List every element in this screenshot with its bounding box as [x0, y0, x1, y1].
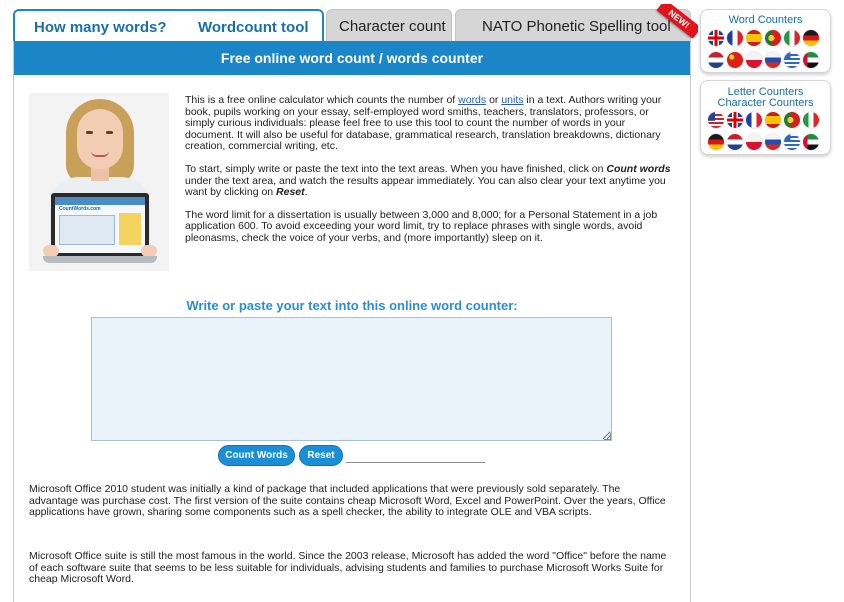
intro-p1-text-b: in a text. Authors writing your book, pupils working on your essay, self-employed word smiths, teachers, translators, professors, or simply curious individuals: please feel free to use this tool to count the number of words in your document. It will also be useful for database, grammatical research, translation breakdowns, dictionary creation, commercial writing, etc.	[185, 94, 662, 153]
word-count-textarea[interactable]	[91, 317, 612, 441]
tab-character-count-label: Character count	[339, 18, 446, 35]
uk-flag-icon[interactable]	[708, 30, 724, 46]
laptop-base	[43, 256, 157, 263]
portrait-eye-right	[106, 131, 113, 134]
russia-flag-icon[interactable]	[765, 134, 781, 150]
letter-counters-flags	[708, 112, 819, 150]
intro-p2-text-b: under the text area, and watch the results appear immediately. You can also clear your text anytime you want by clicking on	[185, 174, 666, 199]
netherlands-flag-icon[interactable]	[708, 52, 724, 68]
germany-flag-icon[interactable]	[708, 134, 724, 150]
body-paragraph-1: Microsoft Office 2010 student was initially a kind of package that included applications that were previously sold separately. The advantage was purchase cost. The first version of the suite contains cheap Microsoft Word, Excel and PowerPoint. Over the years, Office applications have grown, sharing some components such as a spell checker, the ability to integrate OLE and VBA scripts.	[29, 483, 666, 519]
uae-flag-icon[interactable]	[803, 52, 819, 68]
word-counters-flags	[708, 30, 819, 68]
intro-p2-reset-emphasis: Reset	[276, 186, 305, 199]
words-link[interactable]: words	[458, 94, 487, 106]
word-counters-title[interactable]: Word Counters	[728, 14, 803, 26]
intro-p2-text-a: To start, simply write or paste the text into the text areas. When you have finished, click on	[185, 162, 607, 175]
text-entry-prompt: Write or paste your text into this online word counter:	[186, 298, 518, 313]
laptop-logo: CountWords.com	[59, 206, 101, 212]
poland-flag-icon[interactable]	[746, 52, 762, 68]
portugal-flag-icon[interactable]	[784, 112, 800, 128]
reset-button[interactable]: Reset	[299, 445, 343, 466]
laptop-display-side	[119, 213, 141, 245]
letter-counters-title[interactable]: Letter Counters	[727, 86, 804, 98]
page-title: Free online word count / words counter	[14, 41, 690, 75]
portrait-neck	[91, 167, 109, 181]
intro-p2-text-c: .	[304, 186, 308, 199]
units-link[interactable]: units	[501, 94, 524, 106]
count-words-button[interactable]: Count Words	[218, 445, 295, 466]
intro-p1-or: or	[486, 94, 502, 106]
tab-wordcount-tool[interactable]: Wordcount tool	[198, 19, 309, 36]
intro-text	[185, 95, 675, 256]
portrait-face	[77, 109, 123, 169]
tab-nato-phonetic-label: NATO Phonetic Spelling tool	[482, 18, 671, 35]
tab-character-count[interactable]	[326, 9, 452, 41]
russia-flag-icon[interactable]	[765, 52, 781, 68]
body-paragraph-2: Microsoft Office suite is still the most famous in the world. Since the 2003 release, Microsoft has added the word "Office" before the name of each software suite that seems to be less suitable for individuals, advising students and families to purchase Microsoft Works Suite for cheap Microsoft Word.	[29, 550, 667, 586]
france-flag-icon[interactable]	[746, 112, 762, 128]
greece-flag-icon[interactable]	[784, 134, 800, 150]
usa-flag-icon[interactable]	[708, 112, 724, 128]
france-flag-icon[interactable]	[727, 30, 743, 46]
germany-flag-icon[interactable]	[803, 30, 819, 46]
greece-flag-icon[interactable]	[784, 52, 800, 68]
intro-p1-text-a: This is a free online calculator which counts the number of	[185, 94, 459, 106]
italy-flag-icon[interactable]	[803, 112, 819, 128]
uk-flag-icon[interactable]	[727, 112, 743, 128]
poland-flag-icon[interactable]	[746, 134, 762, 150]
portrait-eye-left	[86, 131, 93, 134]
portugal-flag-icon[interactable]	[765, 30, 781, 46]
intro-paragraph-1	[185, 95, 675, 153]
intro-paragraph-3: The word limit for a dissertation is usually between 3,000 and 8,000; for a Personal Statement in a job application 600. To avoid exceeding your word limit, try to replace phrases with single words, avoid pleonasms, check the voice of your verbs, and (more importantly) sleep on it.	[185, 208, 658, 244]
resize-grip-icon[interactable]	[604, 433, 611, 440]
letter-counters-card	[700, 80, 831, 155]
woman-with-laptop-image	[29, 93, 169, 271]
word-counters-card	[700, 9, 831, 73]
new-badge-label: NEW!	[657, 4, 698, 38]
tab-word-counter-group	[13, 9, 324, 41]
tab-bar	[13, 9, 691, 41]
china-flag-icon[interactable]	[727, 52, 743, 68]
new-badge	[648, 4, 698, 38]
laptop-display-box	[59, 215, 115, 245]
spain-flag-icon[interactable]	[746, 30, 762, 46]
laptop-display-header	[55, 197, 145, 205]
intro-paragraph-2	[185, 164, 675, 199]
netherlands-flag-icon[interactable]	[727, 134, 743, 150]
spain-flag-icon[interactable]	[765, 112, 781, 128]
word-count-result-field[interactable]	[346, 447, 485, 463]
italy-flag-icon[interactable]	[784, 30, 800, 46]
intro-p2-count-words-emphasis: Count words	[606, 162, 671, 175]
tab-how-many-words[interactable]: How many words?	[34, 19, 167, 36]
uae-flag-icon[interactable]	[803, 134, 819, 150]
character-counters-title[interactable]: Character Counters	[717, 97, 814, 109]
